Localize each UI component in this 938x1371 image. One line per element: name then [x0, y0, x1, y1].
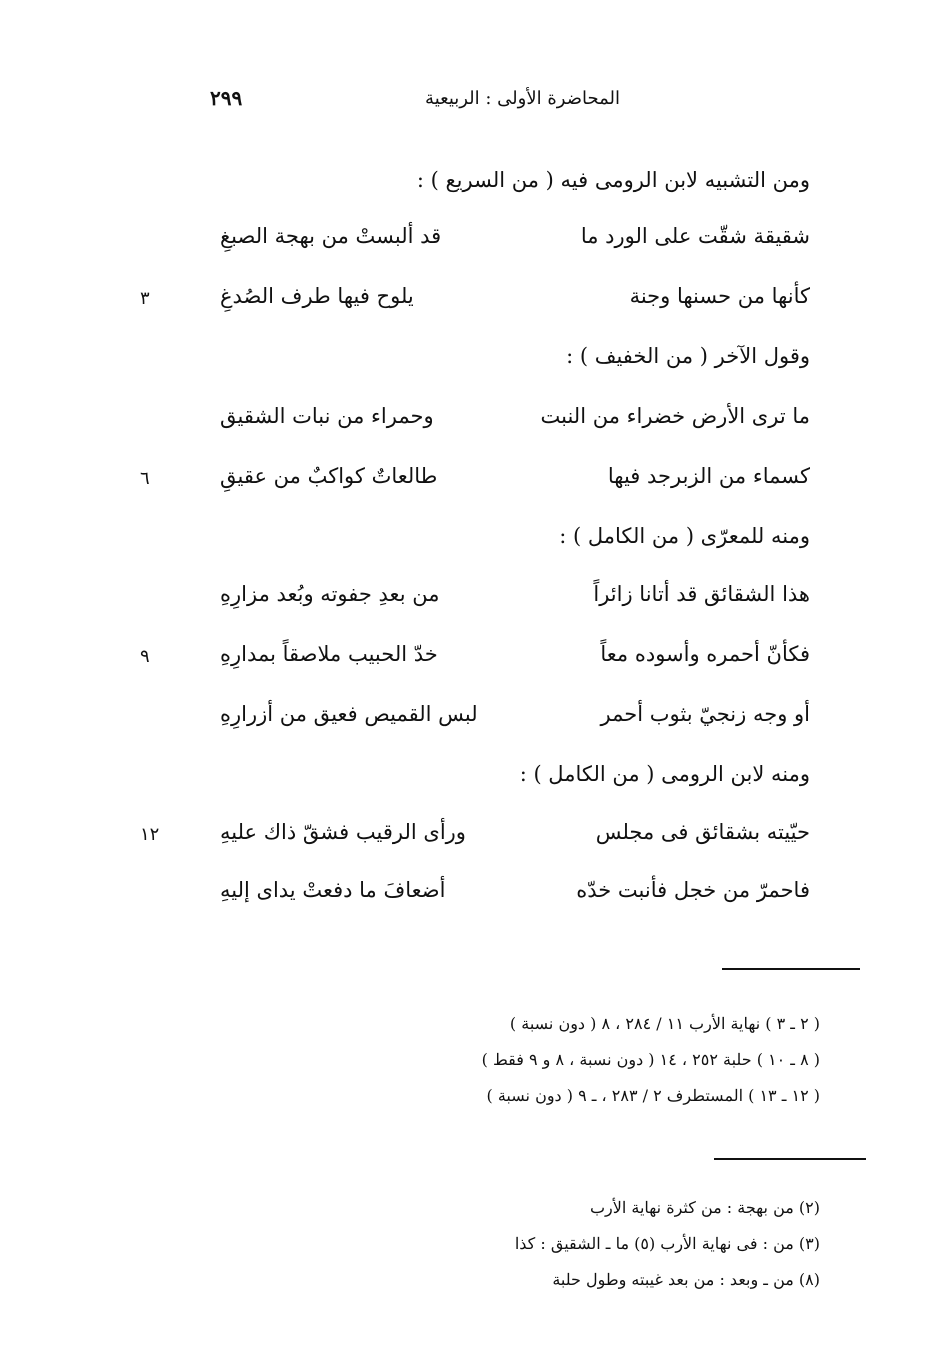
intro-line: وقول الآخر ( من الخفيف ) : — [566, 344, 810, 368]
page-number: ٢٩٩ — [210, 86, 243, 110]
verse-line — [210, 642, 810, 678]
verse-line — [210, 464, 810, 500]
verse-second-hemistich: أضعافَ ما دفعتْ يداى إليهِ — [220, 878, 446, 902]
verse-second-hemistich: من بعدِ جفوته وبُعد مزارِهِ — [220, 582, 440, 606]
source-note: ( ٢ ـ ٣ ) نهاية الأرب ١١ / ٢٨٤ ، ٨ ( دون نسبة ) — [509, 1014, 820, 1033]
verse-line — [210, 404, 810, 440]
verse-first-hemistich: حيّيته بشقائق فى مجلس — [595, 820, 810, 844]
verse-number: ٩ — [140, 646, 150, 667]
verse-second-hemistich: طالعاتٌ كواكبٌ من عقيقِ — [220, 464, 438, 488]
footnote-divider — [722, 968, 860, 970]
variant-note: (٣) من : فى نهاية الأرب (٥) ما ـ الشقيق : كذا — [514, 1234, 820, 1253]
variant-note: (٨) من ـ وبعد : من بعد غيبته وطول حلبة — [552, 1270, 820, 1289]
verse-line — [210, 878, 810, 914]
intro-line: ومنه للمعرّى ( من الكامل ) : — [559, 524, 810, 548]
verse-second-hemistich: يلوح فيها طرف الصُدغِ — [220, 284, 414, 308]
footnote-divider — [714, 1158, 866, 1160]
verse-line — [210, 582, 810, 618]
source-note: ( ٨ ـ ١٠ ) حلبة ٢٥٢ ، ١٤ ( دون نسبة ، ٨ و ٩ فقط ) — [481, 1050, 820, 1069]
verse-first-hemistich: كسماء من الزبرجد فيها — [607, 464, 810, 488]
intro-line: ومنه لابن الرومى ( من الكامل ) : — [519, 762, 810, 786]
verse-second-hemistich: قد ألبستْ من بهجة الصبغِ — [220, 224, 442, 248]
verse-line — [210, 820, 810, 856]
intro-line: ومن التشبيه لابن الرومى فيه ( من السريع ) : — [416, 168, 810, 192]
running-title: المحاضرة الأولى : الربيعية — [425, 88, 620, 109]
verse-second-hemistich: وحمراء من نبات الشقيق — [220, 404, 434, 428]
verse-second-hemistich: خدّ الحبيب ملاصقاً بمدارِهِ — [220, 642, 438, 666]
verse-first-hemistich: فاحمرّ من خجل فأنبت خدّه — [576, 878, 810, 902]
verse-first-hemistich: ما ترى الأرض خضراء من النبت — [540, 404, 810, 428]
verse-second-hemistich: ورأى الرقيب فشقّ ذاك عليهِ — [220, 820, 466, 844]
verse-first-hemistich: فكأنّ أحمره وأسوده معاً — [600, 642, 810, 666]
verse-first-hemistich: هذا الشقائق قد أتانا زائراً — [593, 582, 810, 606]
source-note: ( ١٢ ـ ١٣ ) المستطرف ٢ / ٢٨٣ ، ـ ٩ ( دون نسبة ) — [486, 1086, 820, 1105]
verse-number: ١٢ — [140, 824, 160, 845]
verse-line — [210, 702, 810, 738]
variant-note: (٢) من بهجة : من كثرة نهاية الأرب — [589, 1198, 820, 1217]
verse-number: ٦ — [140, 468, 150, 489]
verse-first-hemistich: كأنها من حسنها وجنة — [629, 284, 810, 308]
verse-number: ٣ — [140, 288, 150, 309]
verse-second-hemistich: لبس القميص فعيق من أزرارِهِ — [220, 702, 478, 726]
verse-line — [210, 284, 810, 320]
verse-first-hemistich: أو وجه زنجيّ بثوب أحمر — [600, 702, 810, 726]
verse-first-hemistich: شقيقة شقّت على الورد ما — [580, 224, 810, 248]
verse-line — [210, 224, 810, 260]
page-header — [200, 86, 620, 120]
